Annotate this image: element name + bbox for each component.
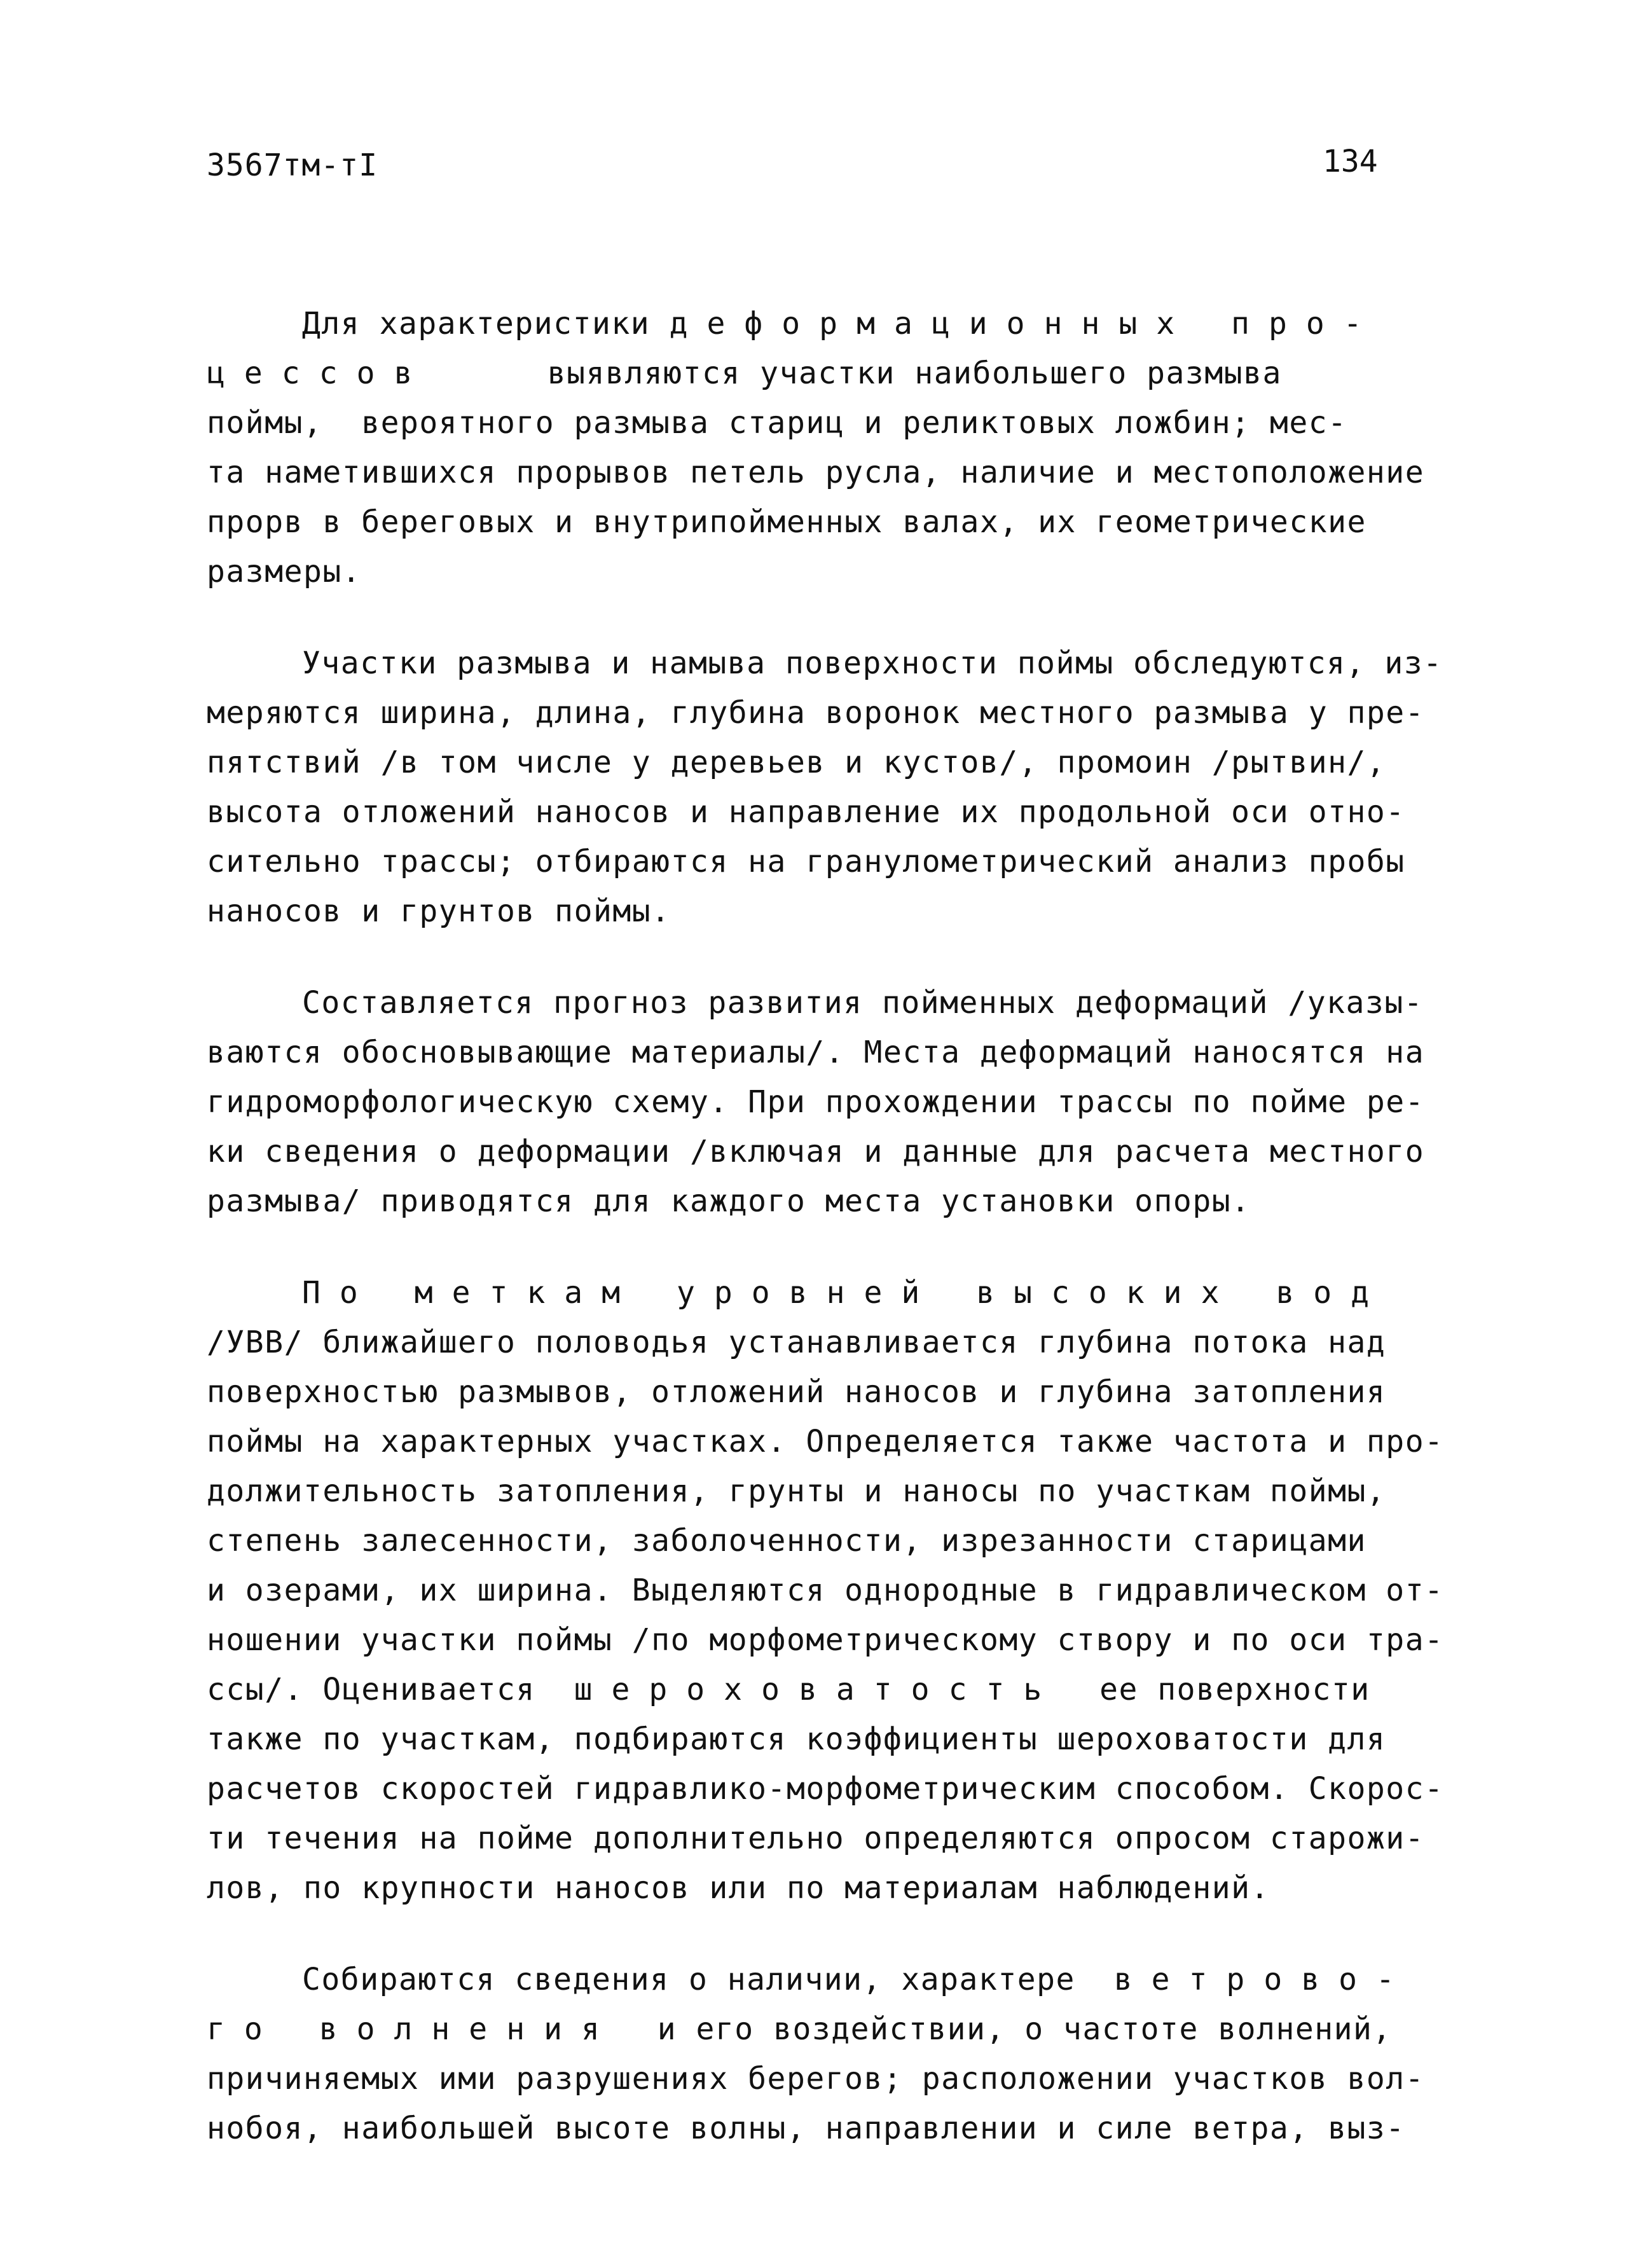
spaced-emphasis: го волнения	[207, 2011, 619, 2047]
paragraph-gap	[207, 596, 1453, 638]
text-line	[207, 1955, 1453, 2004]
text-segment: Участки размыва и намыва поверхности поймы обследуются, из-	[302, 645, 1443, 681]
text-segment: лов, по крупности наносов или по материалам наблюдений.	[207, 1870, 1270, 1906]
text-line	[207, 886, 1453, 936]
text-line	[207, 1863, 1453, 1913]
text-segment: и озерами, их ширина. Выделяются однородные в гидравлическом от-	[207, 1573, 1444, 1608]
text-segment: и его воздействии, о частоте волнений,	[618, 2011, 1392, 2047]
spaced-emphasis: ветрово-	[1113, 1962, 1414, 1997]
spaced-emphasis: По меткам уровней высоких вод	[302, 1275, 1389, 1311]
text-line	[207, 1665, 1453, 1714]
paragraph	[207, 638, 1453, 936]
text-segment: высота отложений наносов и направление их продольной оси отно-	[207, 794, 1405, 830]
text-line	[207, 1028, 1453, 1077]
text-segment: ее поверхности	[1061, 1672, 1370, 1707]
text-segment: Для характеристики	[302, 306, 670, 341]
text-line	[207, 738, 1453, 787]
text-line	[207, 1367, 1453, 1417]
text-segment: гидроморфологическую схему. При прохождении трассы по пойме ре-	[207, 1084, 1425, 1120]
text-segment: ссы/. Оценивается	[207, 1672, 574, 1707]
spaced-emphasis: шероховатость	[574, 1672, 1061, 1707]
text-segment: прорв в береговых и внутрипойменных валах, их геометрические	[207, 504, 1366, 540]
text-segment: Собираются сведения о наличии, характере	[302, 1962, 1114, 1997]
text-line	[207, 497, 1453, 547]
text-segment: ти течения на пойме дополнительно определяются опросом старожи-	[207, 1821, 1425, 1856]
text-segment: поверхностью размывов, отложений наносов и глубина затопления	[207, 1374, 1386, 1410]
text-segment: наносов и грунтов поймы.	[207, 893, 671, 929]
text-segment: степень залесенности, заболоченности, изрезанности старицами	[207, 1523, 1366, 1559]
text-segment: /УВВ/ ближайшего половодья устанавливается глубина потока над	[207, 1325, 1386, 1360]
text-segment: Составляется прогноз развития пойменных деформаций /указы-	[302, 985, 1424, 1021]
text-segment: поймы, вероятного размыва стариц и реликтовых ложбин; мес-	[207, 405, 1347, 441]
text-line	[207, 547, 1453, 596]
text-line	[207, 688, 1453, 738]
spaced-emphasis: деформационных про-	[669, 306, 1381, 341]
text-line	[207, 2104, 1453, 2153]
text-segment: ваются обосновывающие материалы/. Места деформаций наносятся на	[207, 1035, 1425, 1070]
paragraph	[207, 299, 1453, 596]
document-code: 3567тм-тI	[207, 148, 378, 183]
text-segment: сительно трассы; отбираются на гранулометрический анализ пробы	[207, 844, 1405, 879]
text-line	[207, 1466, 1453, 1516]
paragraph-gap	[207, 1226, 1453, 1268]
text-line	[207, 638, 1453, 688]
body-text	[207, 299, 1453, 2153]
text-line	[207, 348, 1453, 398]
text-line	[207, 398, 1453, 448]
text-segment: выявляются участки наибольшего размыва	[431, 355, 1282, 391]
text-line	[207, 1814, 1453, 1863]
paragraph	[207, 1268, 1453, 1913]
text-line	[207, 299, 1453, 348]
text-line	[207, 1566, 1453, 1615]
text-line	[207, 2054, 1453, 2104]
text-line	[207, 448, 1453, 497]
text-segment: пятствий /в том числе у деревьев и кустов/, промоин /рытвин/,	[207, 745, 1386, 780]
text-line	[207, 1176, 1453, 1226]
paragraph	[207, 1955, 1453, 2153]
text-segment: ки сведения о деформации /включая и данные для расчета местного	[207, 1134, 1425, 1169]
text-line	[207, 1268, 1453, 1318]
text-line	[207, 787, 1453, 837]
text-line	[207, 837, 1453, 886]
text-line	[207, 2004, 1453, 2054]
paragraph-gap	[207, 1913, 1453, 1955]
text-line	[207, 1764, 1453, 1814]
text-segment: размеры.	[207, 554, 362, 589]
paragraph-gap	[207, 936, 1453, 978]
text-segment: должительность затопления, грунты и наносы по участкам поймы,	[207, 1473, 1386, 1509]
text-segment: также по участкам, подбираются коэффициенты шероховатости для	[207, 1721, 1386, 1757]
text-line	[207, 1318, 1453, 1367]
text-segment: ношении участки поймы /по морфометрическому створу и по оси тра-	[207, 1622, 1444, 1658]
text-line	[207, 1417, 1453, 1466]
text-line	[207, 978, 1453, 1028]
text-segment: нобоя, наибольшей высоте волны, направлении и силе ветра, выз-	[207, 2111, 1405, 2146]
text-segment: причиняемых ими разрушениях берегов; расположении участков вол-	[207, 2061, 1425, 2097]
text-line	[207, 1127, 1453, 1176]
text-line	[207, 1516, 1453, 1566]
text-segment: поймы на характерных участках. Определяется также частота и про-	[207, 1424, 1444, 1459]
spaced-emphasis: цессов	[207, 355, 432, 391]
text-line	[207, 1714, 1453, 1764]
text-segment: меряются ширина, длина, глубина воронок местного размыва у пре-	[207, 695, 1425, 731]
text-segment: размыва/ приводятся для каждого места установки опоры.	[207, 1183, 1251, 1219]
text-segment: расчетов скоростей гидравлико-морфометрическим способом. Скорос-	[207, 1771, 1444, 1807]
paragraph	[207, 978, 1453, 1226]
text-line	[207, 1077, 1453, 1127]
text-segment: та наметившихся прорывов петель русла, наличие и местоположение	[207, 455, 1425, 490]
text-line	[207, 1615, 1453, 1665]
page-number: 134	[1323, 144, 1378, 179]
